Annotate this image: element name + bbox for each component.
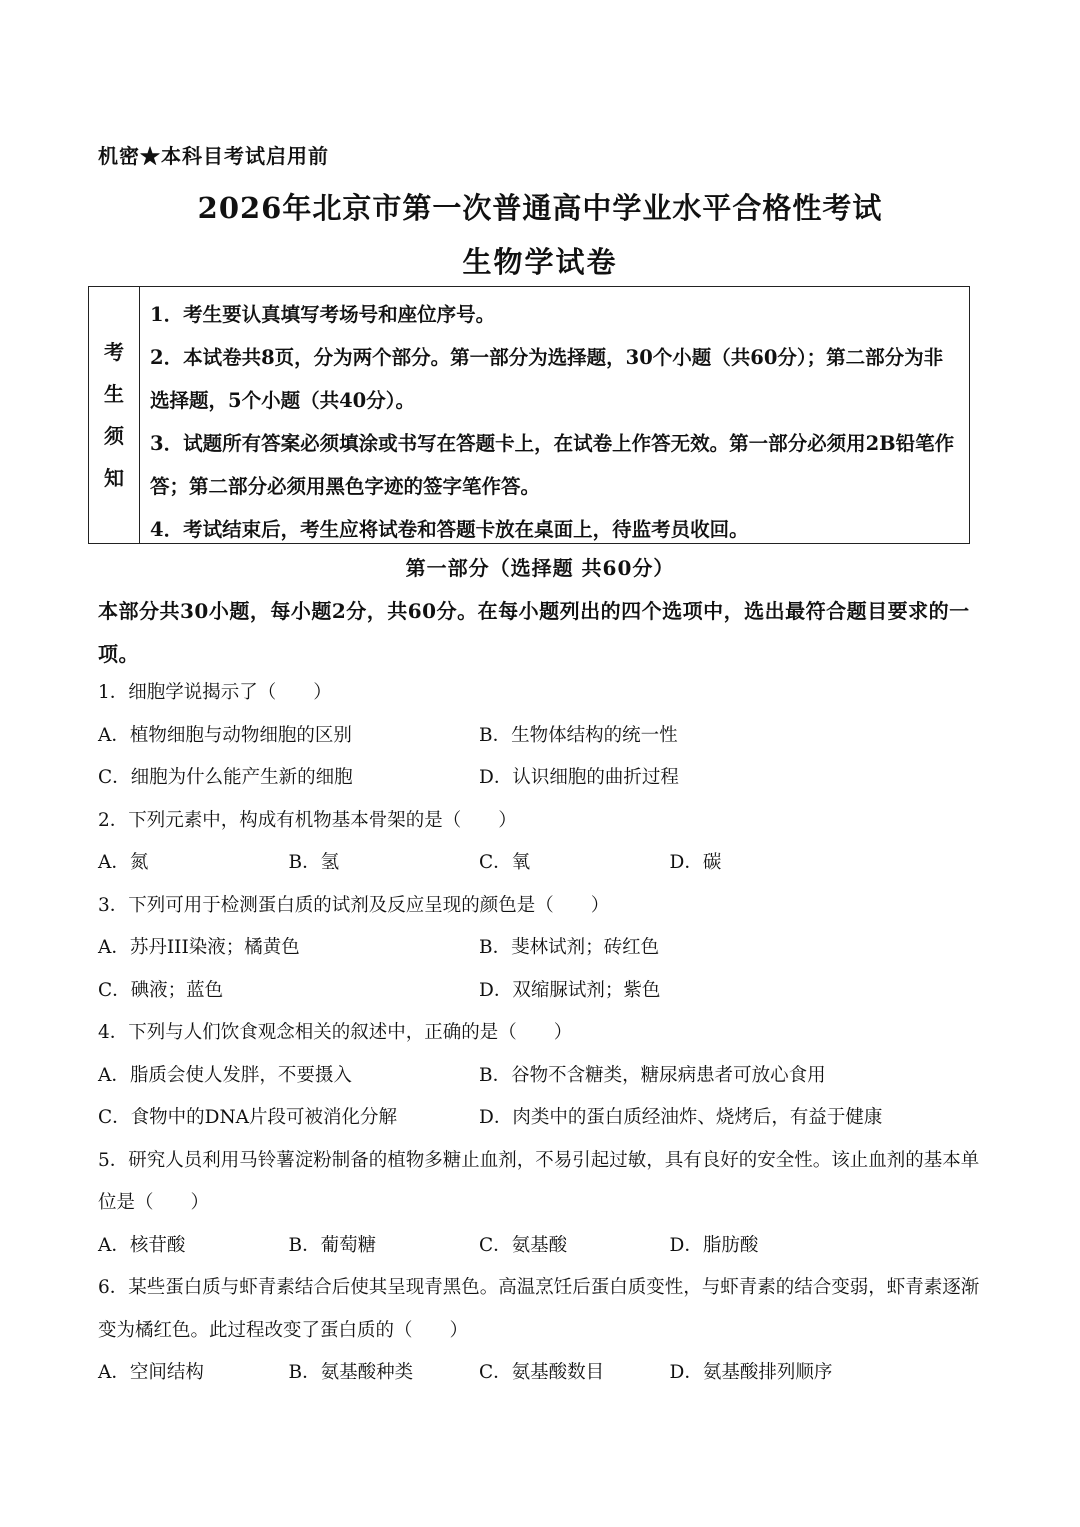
candidate-notice-box	[88, 286, 970, 544]
notice-label-char: 须	[104, 424, 124, 448]
option-row	[98, 927, 988, 970]
exam-title: 2026年北京市第一次普通高中学业水平合格性考试	[197, 191, 883, 225]
notice-content	[140, 287, 969, 543]
answer-option: D．氨基酸排列顺序	[669, 1362, 833, 1383]
answer-option: B．谷物不含糖类，糖尿病患者可放心食用	[479, 1064, 826, 1086]
part1-instructions: 本部分共30小题，每小题2分，共60分。在每小题列出的四个选项中，选出最符合题目要求的一项。	[98, 599, 970, 666]
question-stem: 6．某些蛋白质与虾青素结合后使其呈现青黑色。高温烹饪后蛋白质变性，与虾青素的结合变弱，虾青素逐渐变为橘红色。此过程改变了蛋白质的（ ）	[98, 1277, 980, 1341]
answer-option: C．氨基酸数目	[479, 1362, 605, 1383]
question-block	[98, 800, 988, 885]
question-block	[98, 1267, 988, 1395]
option-row	[98, 1055, 988, 1098]
answer-option: A．脂质会使人发胖，不要摄入	[98, 1064, 352, 1086]
answer-option: B．斐林试剂；砖红色	[479, 937, 660, 958]
notice-label-char: 知	[104, 466, 124, 490]
question-block	[98, 885, 988, 1013]
notice-item: 4．考试结束后，考生应将试卷和答题卡放在桌面上，待监考员收回。	[150, 518, 749, 541]
answer-option: B．葡萄糖	[288, 1234, 377, 1256]
answer-option: B．氨基酸种类	[288, 1362, 414, 1383]
answer-option: B．氢	[288, 852, 340, 873]
answer-option: A．氮	[98, 852, 149, 873]
answer-option: A．空间结构	[98, 1362, 204, 1383]
answer-option: C．氨基酸	[479, 1234, 568, 1256]
answer-option: D．认识细胞的曲折过程	[479, 767, 679, 788]
option-row	[98, 1352, 988, 1395]
answer-option: B．生物体结构的统一性	[479, 724, 678, 746]
notice-item: 1．考生要认真填写考场号和座位序号。	[150, 303, 496, 326]
option-row	[98, 757, 988, 800]
notice-label-char: 考	[104, 340, 124, 364]
question-block	[98, 1012, 988, 1140]
answer-option: D．双缩脲试剂；紫色	[479, 979, 661, 1001]
answer-option: D．脂肪酸	[669, 1234, 759, 1256]
question-stem: 5．研究人员利用马铃薯淀粉制备的植物多糖止血剂，不易引起过敏，具有良好的安全性。该止血剂的基本单位是（ ）	[98, 1149, 980, 1213]
answer-option: C．氧	[479, 852, 531, 873]
answer-option: A．苏丹III染液；橘黄色	[98, 937, 300, 958]
answer-option: C．细胞为什么能产生新的细胞	[98, 767, 353, 788]
answer-option: C．碘液；蓝色	[98, 979, 224, 1001]
answer-option: A．核苷酸	[98, 1234, 186, 1256]
answer-option: C．食物中的DNA片段可被消化分解	[98, 1107, 398, 1128]
answer-option: A．植物细胞与动物细胞的区别	[98, 724, 352, 746]
option-row	[98, 842, 988, 885]
answer-option: D．碳	[669, 852, 722, 873]
answer-option: D．肉类中的蛋白质经油炸、烧烤后，有益于健康	[479, 1107, 883, 1128]
notice-label	[89, 287, 140, 543]
exam-subtitle: 生物学试卷	[462, 245, 618, 279]
confidential-label: 机密★本科目考试启用前	[98, 144, 329, 168]
question-stem: 2．下列元素中，构成有机物基本骨架的是（ ）	[98, 809, 517, 831]
notice-item: 2．本试卷共8页，分为两个部分。第一部分为选择题，30个小题（共60分）；第二部分为非选择题，5个小题（共40分）。	[150, 346, 944, 412]
question-list	[98, 672, 988, 1395]
option-row	[98, 1225, 988, 1268]
option-row	[98, 715, 988, 758]
question-block	[98, 672, 988, 800]
option-row	[98, 1097, 988, 1140]
question-block	[98, 1140, 988, 1268]
option-row	[98, 970, 988, 1013]
question-stem: 4．下列与人们饮食观念相关的叙述中，正确的是（ ）	[98, 1022, 573, 1043]
question-stem: 3．下列可用于检测蛋白质的试剂及反应呈现的颜色是（ ）	[98, 894, 610, 916]
part1-heading: 第一部分（选择题 共60分）	[405, 556, 675, 580]
notice-item: 3．试题所有答案必须填涂或书写在答题卡上，在试卷上作答无效。第一部分必须用2B铅笔作答；第二部分必须用黑色字迹的签字笔作答。	[150, 432, 955, 498]
question-stem: 1．细胞学说揭示了（ ）	[98, 682, 332, 703]
notice-label-char: 生	[104, 382, 124, 406]
